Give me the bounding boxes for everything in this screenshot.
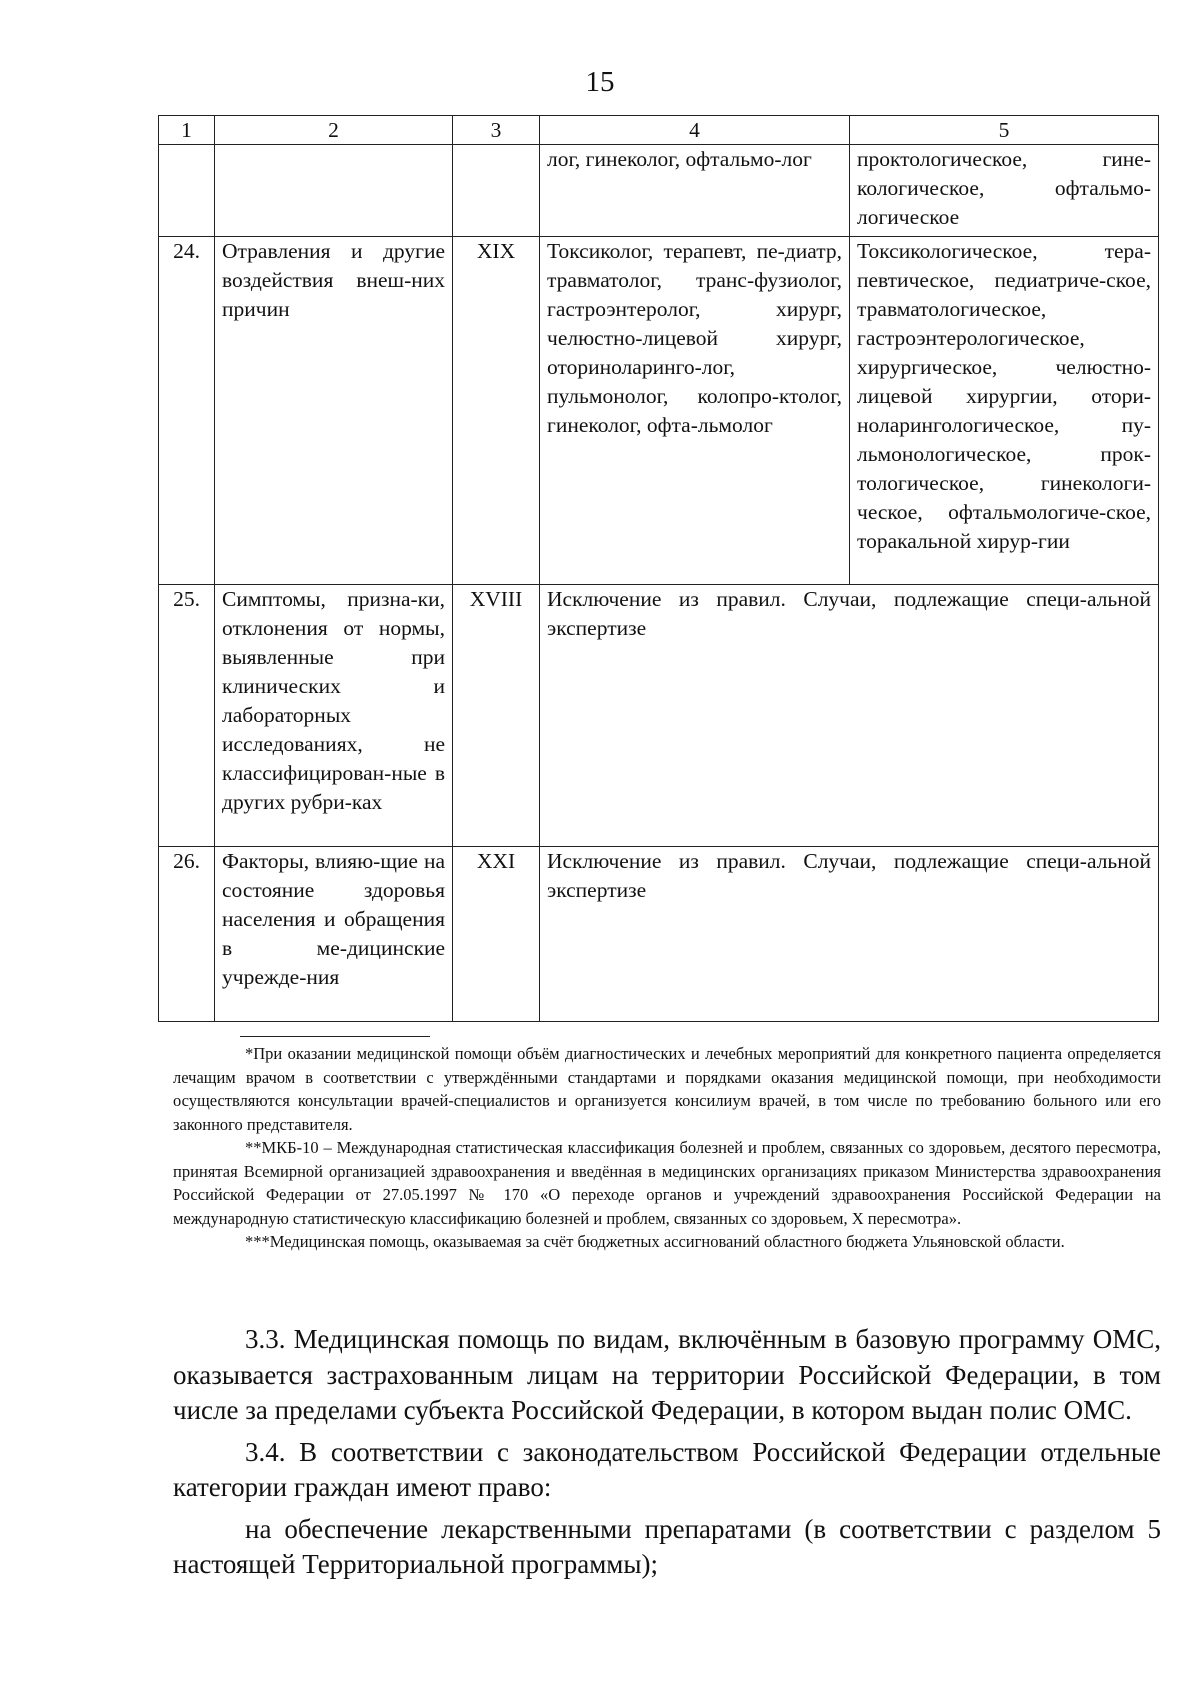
row-number: 26. xyxy=(159,847,215,1022)
footnote: ***Медицинская помощь, оказываемая за счёт бюджетных ассигнований областного бюджета Ульяновской области. xyxy=(245,1232,1065,1251)
paragraph-3-4: 3.4. В соответствии с законодательством Российской Федерации отдельные категории граждан имеют право: xyxy=(173,1436,1161,1502)
diseases-table xyxy=(158,115,1159,1022)
table-row xyxy=(159,237,1159,585)
exception-note-cell: Исключение из правил. Случаи, подлежащие специ-альной экспертизе xyxy=(540,585,1159,847)
row-number: 24. xyxy=(159,237,215,585)
table-row xyxy=(159,145,1159,237)
body-text xyxy=(173,1322,1161,1589)
profiles-cell: проктологическое, гине-кологическое, офтальмо-логическое xyxy=(850,145,1159,237)
disease-class-name: Симптомы, призна-ки, отклонения от нормы, выявленные при клинических и лабораторных исследованиях, не классифицирован-ные в других рубри-ках xyxy=(215,585,453,847)
row-number xyxy=(159,145,215,237)
footnote: *При оказании медицинской помощи объём диагностических и лечебных мероприятий для конкретного пациента определяется лечащим врачом в соответствии с утверждёнными стандартами и порядками оказания медицинской помощи, при необходимости осуществляются консультации врачей-специалистов и организуется консилиум врачей, в том числе по требованию больного или его законного представителя. xyxy=(173,1044,1161,1134)
paragraph-medicines: на обеспечение лекарственными препаратами (в соответствии с разделом 5 настоящей Территориальной программы); xyxy=(173,1513,1161,1579)
icd-class-code: XVIII xyxy=(453,585,540,847)
header-cell-2: 2 xyxy=(215,116,453,145)
exception-note-cell: Исключение из правил. Случаи, подлежащие специ-альной экспертизе xyxy=(540,847,1159,1022)
disease-class-name: Факторы, влияю-щие на состояние здоровья населения и обращения в ме-дицинские учрежде-ния xyxy=(215,847,453,1022)
icd-class-code xyxy=(453,145,540,237)
paragraph-3-3: 3.3. Медицинская помощь по видам, включённым в базовую программу ОМС, оказывается застрахованным лицам на территории Российской Федерации, в том числе за пределами субъекта Российской Федерации, в котором выдан полис ОМС. xyxy=(173,1324,1161,1425)
table-header-row xyxy=(159,116,1159,145)
page-number: 15 xyxy=(585,66,615,98)
footnote: **МКБ-10 – Международная статистическая классификация болезней и проблем, связанных со здоровьем, десятого пересмотра, принятая Всемирной организацией здравоохранения и введённая в медицинских организациях приказом Министерства здравоохранения Российской Федерации от 27.05.1997 № 170 «О переходе органов и учреждений здравоохранения Российской Федерации на международную статистическую классификацию болезней и проблем, связанных со здоровьем, X пересмотра». xyxy=(173,1138,1161,1228)
table-row xyxy=(159,585,1159,847)
header-cell-3: 3 xyxy=(453,116,540,145)
disease-class-name xyxy=(215,145,453,237)
footnotes xyxy=(173,1042,1161,1254)
row-number: 25. xyxy=(159,585,215,847)
disease-class-name: Отравления и другие воздействия внеш-них причин xyxy=(215,237,453,585)
table-row xyxy=(159,847,1159,1022)
specialists-cell: лог, гинеколог, офтальмо-лог xyxy=(540,145,850,237)
icd-class-code: XXI xyxy=(453,847,540,1022)
profiles-cell: Токсикологическое, тера-певтическое, педиатриче-ское, травматологическое, гастроэнтерологическое, хирургическое, челюстно-лицевой хирургии, отори-ноларингологическое, пу-льмонологическое, прок-тологическое, гинекологи-ческое, офтальмологиче-ское, торакальной хирур-гии xyxy=(850,237,1159,585)
header-cell-4: 4 xyxy=(540,116,850,145)
footnote-separator xyxy=(240,1036,430,1037)
header-cell-5: 5 xyxy=(850,116,1159,145)
specialists-cell: Токсиколог, терапевт, пе-диатр, травматолог, транс-фузиолог, гастроэнтеролог, хирург, челюстно-лицевой хирург, оториноларинго-лог, пульмонолог, колопро-ктолог, гинеколог, офта-льмолог xyxy=(540,237,850,585)
header-cell-1: 1 xyxy=(159,116,215,145)
icd-class-code: XIX xyxy=(453,237,540,585)
